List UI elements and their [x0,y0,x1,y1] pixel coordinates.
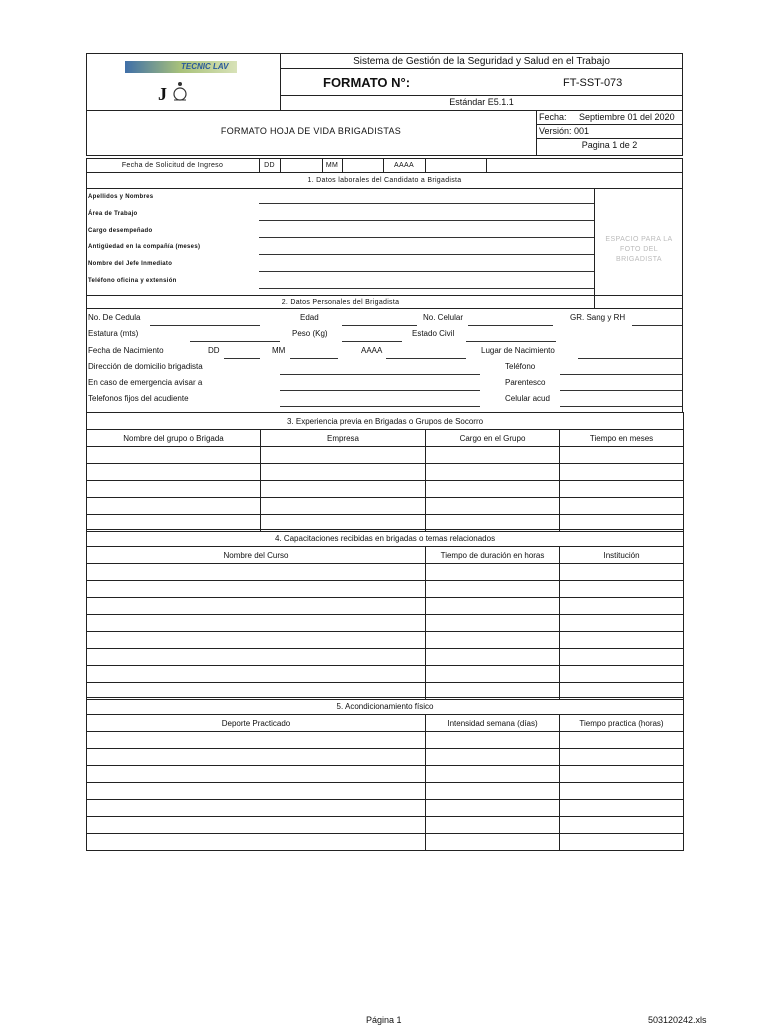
table-cell[interactable] [87,749,426,766]
secondary-logo-letter: J [158,84,167,104]
table-cell[interactable] [560,800,684,817]
table-cell[interactable] [87,834,426,851]
section2-title: 2. Datos Personales del Brigadista [281,299,400,306]
table-cell[interactable] [426,581,560,598]
emergencia-input[interactable] [280,390,480,391]
sangre-input[interactable] [632,325,682,326]
nac-day-input[interactable] [224,358,260,359]
standard-label: Estándar E5.1.1 [449,97,514,107]
col-cargo-grupo: Cargo en el Grupo [426,430,560,447]
table-cell[interactable] [87,464,261,481]
table-cell[interactable] [560,615,684,632]
table-cell[interactable] [426,834,560,851]
table-cell[interactable] [426,800,560,817]
label-nacimiento: Fecha de Nacimiento [88,346,164,355]
field-apellidos: Apellidos y Nombres [88,194,154,200]
footer-file: 503120242.xls [648,1015,707,1025]
field-jefe: Nombre del Jefe Inmediato [88,261,173,267]
table-cell[interactable] [560,783,684,800]
ingreso-year-input[interactable] [426,159,485,172]
table-cell[interactable] [261,498,426,515]
table-row [87,632,684,649]
table-cell[interactable] [87,817,426,834]
label-estatura: Estatura (mts) [88,329,139,338]
edad-input[interactable] [342,325,417,326]
table-cell[interactable] [87,564,426,581]
table-cell[interactable] [261,447,426,464]
col-institucion: Institución [560,547,684,564]
table-cell[interactable] [560,581,684,598]
col-empresa: Empresa [261,430,426,447]
col-tiempo-meses: Tiempo en meses [560,430,684,447]
table-cell[interactable] [426,749,560,766]
telefono-input[interactable] [560,374,682,375]
field-telefono-oficina: Teléfono oficina y extensión [88,278,177,284]
secondary-logo [158,80,198,104]
ingreso-aaaa: AAAA [394,162,414,169]
table-cell[interactable] [426,649,560,666]
ingreso-month-input[interactable] [343,159,382,172]
peso-input[interactable] [342,341,402,342]
col-duracion: Tiempo de duración en horas [426,547,560,564]
fecha-value: Septiembre 01 del 2020 [579,112,675,122]
table-row [87,834,684,851]
table-cell[interactable] [560,834,684,851]
table-cell[interactable] [426,766,560,783]
table-cell[interactable] [87,598,426,615]
table-cell[interactable] [560,732,684,749]
label-sangre: GR. Sang y RH [570,313,626,322]
table-cell[interactable] [560,766,684,783]
company-logo-text: TECNIC LAV [181,62,229,71]
table-cell[interactable] [426,666,560,683]
label-emergencia: En caso de emergencia avisar a [88,378,203,387]
format-label: FORMATO N°: [323,75,411,90]
company-logo [125,61,237,73]
table-cell[interactable] [426,598,560,615]
table-row [87,615,684,632]
estado-civil-input[interactable] [466,341,556,342]
table-cell[interactable] [426,564,560,581]
photo-placeholder[interactable] [595,189,682,307]
table-cell[interactable] [426,632,560,649]
col-intensidad: Intensidad semana (días) [426,715,560,732]
table-cell[interactable] [426,481,560,498]
label-nac-mm: MM [272,346,286,355]
table-cell[interactable] [87,447,261,464]
ingreso-mm: MM [325,162,339,169]
section4-title: 4. Capacitaciones recibidas en brigadas o temas relacionados [87,530,684,547]
ingreso-day-input[interactable] [281,159,321,172]
table-cell[interactable] [426,783,560,800]
table-row [87,564,684,581]
table-cell[interactable] [560,817,684,834]
label-parentesco: Parentesco [505,378,546,387]
version-label: Versión: 001 [539,126,590,136]
document-title: FORMATO HOJA DE VIDA BRIGADISTAS [220,126,402,136]
table-cell[interactable] [87,581,426,598]
table-cell[interactable] [426,464,560,481]
table-row [87,498,684,515]
label-estado-civil: Estado Civil [412,329,455,338]
ingreso-dd: DD [264,162,275,169]
table-row [87,800,684,817]
table-cell[interactable] [426,732,560,749]
table-cell[interactable] [261,481,426,498]
label-celular-acud: Celular acud [505,394,550,403]
apellidos-input[interactable] [259,203,594,204]
label-nac-aaaa: AAAA [361,346,383,355]
ingreso-label: Fecha de Solicitud de Ingreso [121,162,224,169]
label-celular: No. Celular [423,313,464,322]
table-cell[interactable] [87,800,426,817]
format-code: FT-SST-073 [563,77,623,89]
fitness-table [86,697,684,851]
system-title: Sistema de Gestión de la Seguridad y Salud en el Trabajo [353,56,610,67]
table-row [87,581,684,598]
table-row [87,598,684,615]
label-cedula: No. De Cedula [88,313,141,322]
label-peso: Peso (Kg) [292,329,328,338]
section5-title: 5. Acondicionamiento físico [87,698,684,715]
table-cell[interactable] [560,564,684,581]
nac-year-input[interactable] [386,358,466,359]
section3-title: 3. Experiencia previa en Brigadas o Grupos de Socorro [87,413,684,430]
fecha-label: Fecha: [539,112,567,122]
table-cell[interactable] [560,481,684,498]
cargo-input[interactable] [259,237,594,238]
label-tel-acudiente: Telefonos fijos del acudiente [88,394,189,403]
table-cell[interactable] [426,498,560,515]
logo-emblem-icon [170,80,190,102]
table-cell[interactable] [560,749,684,766]
col-curso: Nombre del Curso [87,547,426,564]
table-row [87,783,684,800]
table-cell[interactable] [426,817,560,834]
tel-acudiente-input[interactable] [280,406,480,407]
table-cell[interactable] [261,464,426,481]
table-cell[interactable] [560,447,684,464]
jefe-input[interactable] [259,271,594,272]
photo-placeholder-text: ESPACIO PARA LA FOTO DEL BRIGADISTA [605,236,673,263]
page-counter: Pagina 1 de 2 [581,140,638,150]
table-cell[interactable] [426,615,560,632]
table-cell[interactable] [87,481,261,498]
table-cell[interactable] [87,632,426,649]
table-cell[interactable] [87,615,426,632]
table-row [87,732,684,749]
table-cell[interactable] [560,598,684,615]
table-cell[interactable] [426,447,560,464]
table-cell[interactable] [560,498,684,515]
col-tiempo-practica: Tiempo practica (horas) [560,715,684,732]
col-grupo: Nombre del grupo o Brigada [87,430,261,447]
footer-page: Página 1 [366,1015,402,1025]
table-row [87,749,684,766]
table-cell[interactable] [560,464,684,481]
domicilio-input[interactable] [280,374,480,375]
antiguedad-input[interactable] [259,254,594,255]
lugar-input[interactable] [578,358,682,359]
table-cell[interactable] [87,783,426,800]
label-edad: Edad [300,313,319,322]
label-telefono: Teléfono [505,362,536,371]
field-antiguedad: Antigüedad en la compañía (meses) [88,244,201,250]
nac-month-input[interactable] [290,358,338,359]
section1-title: 1. Datos laborales del Candidato a Brigadista [307,177,462,184]
col-deporte: Deporte Practicado [87,715,426,732]
celular-acud-input[interactable] [560,406,682,407]
area-input[interactable] [259,220,594,221]
table-cell[interactable] [87,498,261,515]
table-cell[interactable] [87,666,426,683]
field-area: Área de Trabajo [88,211,138,217]
label-lugar: Lugar de Nacimiento [481,346,555,355]
table-cell[interactable] [560,666,684,683]
table-cell[interactable] [560,649,684,666]
table-row [87,649,684,666]
celular-input[interactable] [468,325,553,326]
label-nac-dd: DD [208,346,220,355]
estatura-input[interactable] [190,341,280,342]
table-row [87,817,684,834]
telefono-oficina-input[interactable] [259,288,594,289]
table-cell[interactable] [560,632,684,649]
table-row [87,447,684,464]
table-cell[interactable] [87,649,426,666]
cedula-input[interactable] [150,325,260,326]
table-cell[interactable] [87,732,426,749]
parentesco-input[interactable] [560,390,682,391]
table-row [87,464,684,481]
experience-table [86,412,684,532]
table-row [87,766,684,783]
field-cargo: Cargo desempeñado [88,228,153,234]
training-table [86,529,684,700]
label-domicilio: Dirección de domicilio brigadista [88,362,203,371]
table-row [87,481,684,498]
table-row [87,666,684,683]
table-cell[interactable] [87,766,426,783]
